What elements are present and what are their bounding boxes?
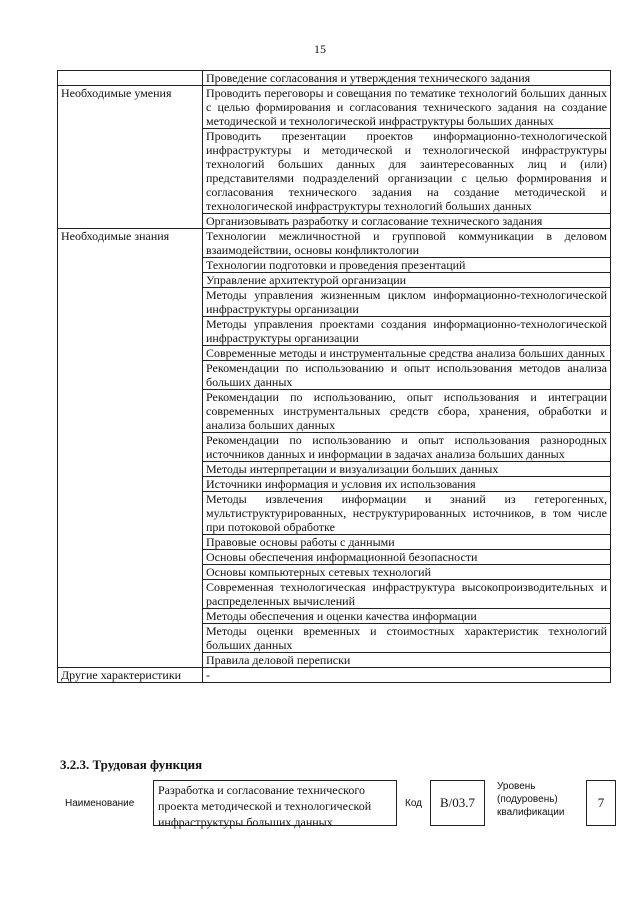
row-item: Проведение согласования и утверждения технического задания — [203, 71, 611, 86]
function-name-box: Разработка и согласование технического проекта методической и технологической инфраструктуры больших данных — [153, 780, 397, 826]
table-row — [58, 71, 611, 86]
row-item: Проводить презентации проектов информационно-технологической инфраструктуры и методической и технологической инфраструктуры технологий больших данных для заинтересованных лиц и (или) представителями подразделений организации с целью формирования и согласования технического задания на создание методической и технологической инфраструктуры технологий больших данных — [203, 129, 611, 214]
row-item: Технологии межличностной и групповой коммуникации в деловом взаимодействии, основы конфликтологии — [203, 229, 611, 258]
row-item: Организовывать разработку и согласование технического задания — [203, 214, 611, 229]
table-row — [58, 86, 611, 129]
row-item: Рекомендации по использованию и опыт использования методов анализа больших данных — [203, 361, 611, 390]
row-item: Основы компьютерных сетевых технологий — [203, 565, 611, 580]
level-label: Уровень (подуровень) квалификации — [497, 781, 565, 818]
table-row — [58, 668, 611, 683]
row-item: Правила деловой переписки — [203, 653, 611, 668]
row-label: Необходимые знания — [58, 229, 203, 668]
row-label: Необходимые умения — [58, 86, 203, 229]
table-row — [58, 229, 611, 258]
requirements-table — [57, 70, 611, 683]
row-item: Методы управления проектами создания информационно-технологической инфраструктуры организации — [203, 317, 611, 346]
row-item: Методы оценки временных и стоимостных характеристик технологий больших данных — [203, 624, 611, 653]
page-number: 15 — [314, 42, 326, 56]
function-code-box: B/03.7 — [430, 780, 485, 826]
row-item: Проводить переговоры и совещания по тематике технологий больших данных с целью формирования и согласования технического задания на создание методической и технологической инфраструктуры больших данных — [203, 86, 611, 129]
row-label: Другие характеристики — [58, 668, 203, 683]
row-item: Правовые основы работы с данными — [203, 535, 611, 550]
row-item: Методы управления жизненным циклом информационно-технологической инфраструктуры организации — [203, 288, 611, 317]
code-label: Код — [405, 798, 423, 809]
section-title: 3.2.3. Трудовая функция — [60, 757, 203, 772]
row-item: Методы обеспечения и оценки качества информации — [203, 609, 611, 624]
row-item: Методы извлечения информации и знаний из гетерогенных, мультиструктурированных, неструктурированных источников, в том числе при потоковой обработке — [203, 492, 611, 535]
qualification-level-box: 7 — [586, 780, 616, 826]
row-item: Современные методы и инструментальные средства анализа больших данных — [203, 346, 611, 361]
row-item: Методы интерпретации и визуализации больших данных — [203, 462, 611, 477]
row-item: Источники информация и условия их использования — [203, 477, 611, 492]
row-item: Современная технологическая инфраструктура высокопроизводительных и распределенных вычислений — [203, 580, 611, 609]
row-item: Рекомендации по использованию и опыт использования разнородных источников данных и информации в задачах анализа больших данных — [203, 433, 611, 462]
row-item: Управление архитектурой организации — [203, 273, 611, 288]
row-item: Технологии подготовки и проведения презентаций — [203, 258, 611, 273]
row-label — [58, 71, 203, 86]
row-item: Рекомендации по использованию, опыт использования и интеграции современных инструментальных средств сбора, хранения, обработки и анализа больших данных — [203, 390, 611, 433]
name-label: Наименование — [65, 798, 135, 809]
row-item: - — [203, 668, 611, 683]
row-item: Основы обеспечения информационной безопасности — [203, 550, 611, 565]
